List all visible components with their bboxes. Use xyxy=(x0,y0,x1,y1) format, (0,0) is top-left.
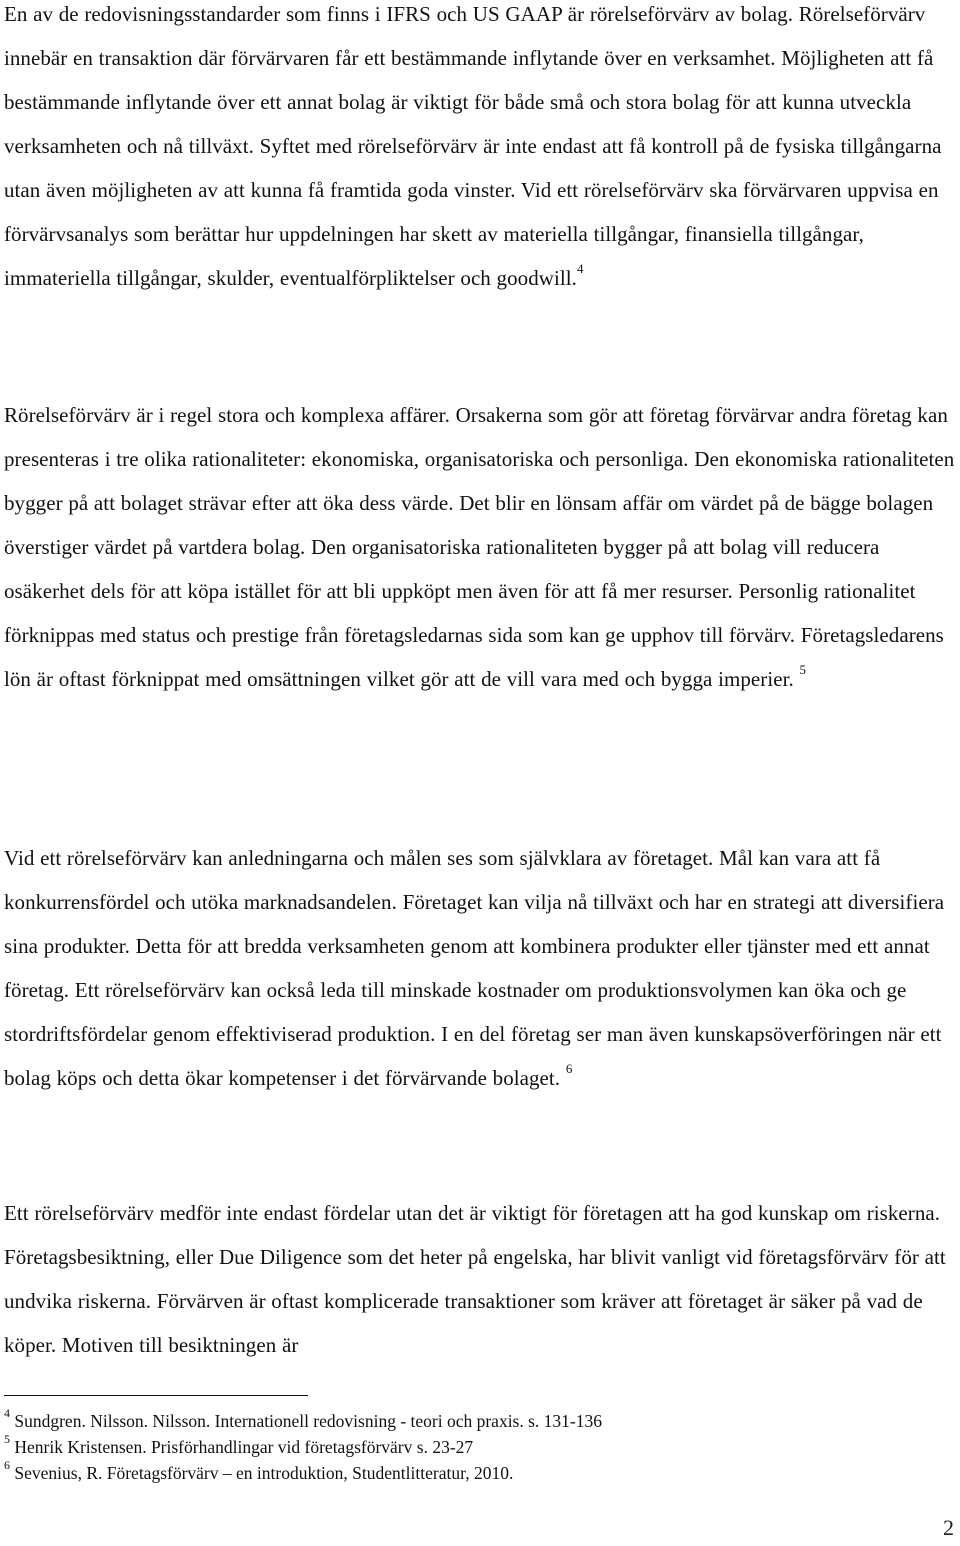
paragraph-3-text: Vid ett rörelseförvärv kan anledningarna och målen ses som självklara av företaget. Mål kan vara att få konkurrensfördel och utöka marknadsandelen. Företaget kan vilja nå tillväxt och har en strategi att diversifiera sina produkter. Detta för att bredda verksamheten genom att kombinera produkter eller tjänster med ett annat företag. Ett rörelseförvärv kan också leda till minskade kostnader om produktionsvolymen kan öka och ge stordriftsfördelar genom effektiviserad produktion. I en del företag ser man även kunskapsöverföringen när ett bolag köps och detta ökar kompetenser i det förvärvande bolaget. xyxy=(4,846,945,1090)
footnote-number: 4 xyxy=(4,1406,10,1421)
footnote-number: 6 xyxy=(4,1458,10,1473)
paragraph-1-text: En av de redovisningsstandarder som finns i IFRS och US GAAP är rörelseförvärv av bolag. Rörelseförvärv innebär en transaktion där förvärvaren får ett bestämmande inflytande över en verksamhet. Möjligheten att få bestämmande inflytande över ett annat bolag är viktigt för både små och stora bolag för att kunna utveckla verksamheten och nå tillväxt. Syftet med rörelseförvärv är inte endast att få kontroll på de fysiska tillgångarna utan även möjligheten av att kunna få framtida goda vinster. Vid ett rörelseförvärv ska förvärvaren uppvisa en förvärvsanalys som berättar hur uppdelningen har skett av materiella tillgångar, finansiella tillgångar, immateriella tillgångar, skulder, eventualförpliktelser och goodwill. xyxy=(4,2,942,290)
page-number: 2 xyxy=(943,1515,954,1540)
footnote-ref-4: 4 xyxy=(576,261,584,276)
footnote-text: Sundgren. Nilsson. Nilsson. Internationell redovisning - teori och praxis. s. 131-136 xyxy=(14,1411,603,1431)
paragraph-4 xyxy=(4,1191,956,1367)
footnote-text: Henrik Kristensen. Prisförhandlingar vid företagsförvärv s. 23-27 xyxy=(14,1437,474,1457)
footnote-number: 5 xyxy=(4,1432,10,1447)
footnote-5 xyxy=(4,1434,956,1460)
paragraph-4-text: Ett rörelseförvärv medför inte endast fördelar utan det är viktigt för företagen att ha god kunskap om riskerna. Företagsbesiktning, eller Due Diligence som det heter på engelska, har blivit vanligt vid företagsförvärv för att undvika riskerna. Förvärven är oftast komplicerade transaktioner som kräver att företaget är säker på vad de köper. Motiven till besiktningen är xyxy=(4,1201,946,1357)
paragraph-2 xyxy=(4,393,956,701)
footnote-4 xyxy=(4,1408,956,1434)
footnote-divider xyxy=(4,1395,308,1396)
footnote-ref-6: 6 xyxy=(565,1061,573,1076)
paragraph-3 xyxy=(4,836,956,1100)
footnote-6 xyxy=(4,1460,956,1486)
footnotes xyxy=(4,1408,956,1486)
footnote-text: Sevenius, R. Företagsförvärv – en introduktion, Studentlitteratur, 2010. xyxy=(14,1463,514,1483)
paragraph-1 xyxy=(4,0,956,300)
footnote-ref-5: 5 xyxy=(799,662,807,677)
paragraph-2-text: Rörelseförvärv är i regel stora och komplexa affärer. Orsakerna som gör att företag förvärvar andra företag kan presenteras i tre olika rationaliteter: ekonomiska, organisatoriska och personliga. Den ekonomiska rationaliteten bygger på att bolaget strävar efter att öka dess värde. Det blir en lönsam affär om värdet på de bägge bolagen överstiger värdet på vartdera bolag. Den organisatoriska rationaliteten bygger på att bolag vill reducera osäkerhet dels för att köpa istället för att bli uppköpt men även för att få mer resurser. Personlig rationalitet förknippas med status och prestige från företagsledarnas sida som kan ge upphov till förvärv. Företagsledarens lön är oftast förknippat med omsättningen vilket gör att de vill vara med och bygga imperier. xyxy=(4,403,955,691)
